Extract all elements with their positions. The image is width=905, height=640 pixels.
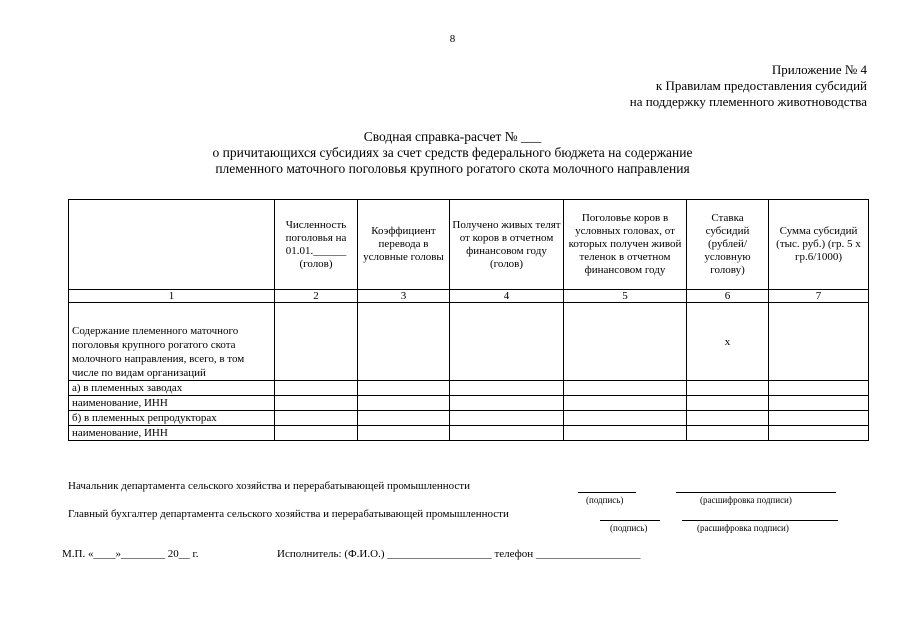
accountant-decode-line <box>682 520 838 521</box>
header-cell: Ставка субсидий (рублей/ условную голову) <box>687 200 769 290</box>
stamp-date-line: М.П. «____»________ 20__ г. <box>62 548 199 560</box>
table-row <box>69 303 869 381</box>
appendix-line-2: к Правилам предоставления субсидий <box>655 78 867 93</box>
column-number: 6 <box>687 290 769 303</box>
table-cell <box>564 411 687 426</box>
row-label: наименование, ИНН <box>69 396 275 411</box>
header-cell: Численность поголовья на 01.01.______ (голов) <box>275 200 358 290</box>
accountant-decode-caption: (расшифровка подписи) <box>697 523 789 533</box>
header-cell: Поголовье коров в условных головах, от которых получен живой теленок в отчетном финансовом году <box>564 200 687 290</box>
document-title <box>0 129 905 177</box>
header-cell <box>69 200 275 290</box>
table-cell <box>769 426 869 441</box>
table-cell <box>358 426 450 441</box>
column-number-row <box>69 290 869 303</box>
rate-cell: х <box>687 303 769 381</box>
column-number: 1 <box>69 290 275 303</box>
title-line-2: о причитающихся субсидиях за счет средств федерального бюджета на содержание <box>212 145 693 160</box>
table-cell <box>275 303 358 381</box>
table-cell <box>687 426 769 441</box>
table-cell <box>769 411 869 426</box>
table-cell <box>358 396 450 411</box>
table-cell <box>687 381 769 396</box>
row-label: Содержание племенного маточного поголовья крупного рогатого скота молочного направления, всего, в том числе по видам организаций <box>69 303 275 381</box>
appendix-line-1: Приложение № 4 <box>771 62 867 77</box>
table-cell <box>769 396 869 411</box>
table-header-row <box>69 200 869 290</box>
header-cell: Сумма субсидий (тыс. руб.) (гр. 5 х гр.6/1000) <box>769 200 869 290</box>
table-cell <box>275 411 358 426</box>
header-cell: Коэффициент перевода в условные головы <box>358 200 450 290</box>
title-line-1: Сводная справка-расчет № ___ <box>363 129 542 144</box>
accountant-signature-label: Главный бухгалтер департамента сельского хозяйства и перерабатывающей промышленности <box>68 508 509 520</box>
table-cell <box>769 303 869 381</box>
table-cell <box>564 396 687 411</box>
subsidy-table <box>68 199 869 441</box>
executor-line: Исполнитель: (Ф.И.О.) ___________________ телефон ___________________ <box>277 548 641 560</box>
accountant-sign-line <box>600 520 660 521</box>
accountant-sign-caption: (подпись) <box>610 523 648 533</box>
appendix-heading <box>630 62 867 110</box>
table-cell <box>450 303 564 381</box>
table-cell <box>358 303 450 381</box>
appendix-line-3: на поддержку племенного животноводства <box>629 94 867 109</box>
table-cell <box>358 411 450 426</box>
column-number: 2 <box>275 290 358 303</box>
row-label: а) в племенных заводах <box>69 381 275 396</box>
head-decode-line <box>676 492 836 493</box>
head-sign-line <box>578 492 636 493</box>
header-cell: Получено живых телят от коров в отчетном финансовом году (голов) <box>450 200 564 290</box>
table-cell <box>358 381 450 396</box>
table-cell <box>564 381 687 396</box>
table-row <box>69 381 869 396</box>
table-row <box>69 411 869 426</box>
table-cell <box>450 396 564 411</box>
table-cell <box>275 396 358 411</box>
head-decode-caption: (расшифровка подписи) <box>700 495 792 505</box>
row-label: б) в племенных репродукторах <box>69 411 275 426</box>
column-number: 4 <box>450 290 564 303</box>
column-number: 7 <box>769 290 869 303</box>
row-label: наименование, ИНН <box>69 426 275 441</box>
table-cell <box>450 411 564 426</box>
page-number: 8 <box>449 33 456 45</box>
table-cell <box>275 426 358 441</box>
table-cell <box>564 426 687 441</box>
column-number: 5 <box>564 290 687 303</box>
column-number: 3 <box>358 290 450 303</box>
head-sign-caption: (подпись) <box>586 495 624 505</box>
title-line-3: племенного маточного поголовья крупного рогатого скота молочного направления <box>215 161 690 176</box>
head-signature-label: Начальник департамента сельского хозяйства и перерабатывающей промышленности <box>68 480 470 492</box>
table-cell <box>564 303 687 381</box>
table-cell <box>687 411 769 426</box>
table-cell <box>275 381 358 396</box>
table-cell <box>450 381 564 396</box>
table-cell <box>450 426 564 441</box>
table-row <box>69 426 869 441</box>
table-cell <box>687 396 769 411</box>
table-row <box>69 396 869 411</box>
table-cell <box>769 381 869 396</box>
